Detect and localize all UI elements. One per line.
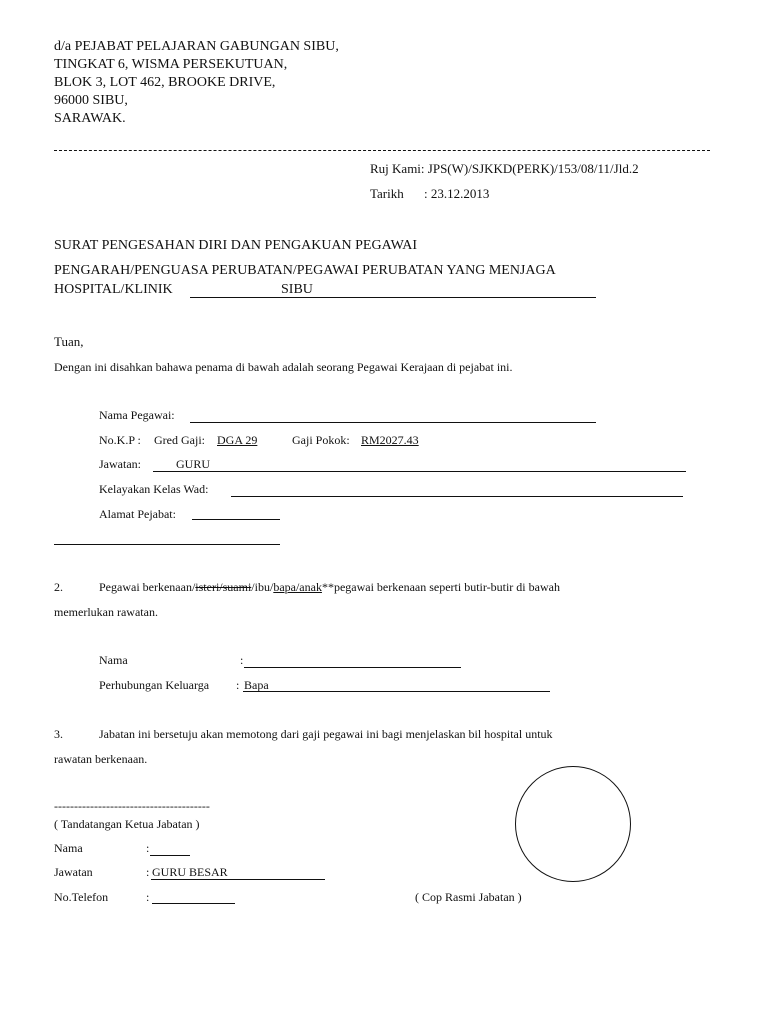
address-line-5: SARAWAK. xyxy=(54,111,126,126)
ward-class-label: Kelayakan Kelas Wad: xyxy=(99,482,209,496)
position-label: Jawatan: xyxy=(99,457,141,471)
official-stamp-circle xyxy=(515,766,631,882)
para2-number: 2. xyxy=(54,580,63,594)
signature-position-line xyxy=(151,879,325,880)
intro-text: Dengan ini disahkan bahawa penama di bawah adalah seorang Pegawai Kerajaan di pejabat ini. xyxy=(54,360,513,374)
kp-label: No.K.P : xyxy=(99,433,141,447)
signature-phone-label: No.Telefon xyxy=(54,890,109,904)
signature-caption: ( Tandatangan Ketua Jabatan ) xyxy=(54,817,200,831)
grade-label: Gred Gaji: xyxy=(154,433,205,447)
relation-value: Bapa xyxy=(244,678,269,692)
stamp-caption: ( Cop Rasmi Jabatan ) xyxy=(415,890,522,904)
address-line-2: TINGKAT 6, WISMA PERSEKUTUAN, xyxy=(54,57,288,72)
address-line-4: 96000 SIBU, xyxy=(54,93,128,108)
hospital-field-line xyxy=(190,297,596,298)
family-name-label: Nama xyxy=(99,653,128,667)
signature-position-label: Jawatan xyxy=(54,865,93,879)
para2-text xyxy=(99,581,560,593)
date-label: Tarikh xyxy=(370,186,404,201)
ward-class-line xyxy=(231,496,683,497)
document-title: SURAT PENGESAHAN DIRI DAN PENGAKUAN PEGAWAI xyxy=(54,238,418,253)
employee-name-label: Nama Pegawai: xyxy=(99,408,175,422)
reference-label: Ruj Kami: xyxy=(370,161,425,176)
para2-text-c: **pegawai berkenaan seperti butir-butir di bawah xyxy=(321,580,560,594)
family-name-colon: : xyxy=(240,653,244,667)
para2-line-2: memerlukan rawatan. xyxy=(54,605,158,619)
salary-value: RM2027.43 xyxy=(361,433,419,447)
reference-value: JPS(W)/SJKKD(PERK)/153/08/11/Jld.2 xyxy=(427,161,639,176)
position-value: GURU xyxy=(176,457,211,471)
addressee-hospital-label: HOSPITAL/KLINIK xyxy=(54,282,173,297)
office-address-line xyxy=(192,519,280,520)
signature-name-line xyxy=(150,855,190,856)
signature-phone-line xyxy=(152,903,235,904)
salary-label: Gaji Pokok: xyxy=(292,433,350,447)
para2-struck-text: isteri/suami xyxy=(195,580,252,594)
header-divider xyxy=(54,150,710,151)
signature-dashed-line: --------------------------------------- xyxy=(54,799,210,813)
para3-line-2: rawatan berkenaan. xyxy=(54,752,148,766)
office-address-label: Alamat Pejabat: xyxy=(99,507,176,521)
para2-text-b: /ibu/ xyxy=(251,580,274,594)
para3-line-1: Jabatan ini bersetuju akan memotong dari gaji pegawai ini bagi menjelaskan bil hospital untuk xyxy=(99,727,553,741)
signature-position-colon: : xyxy=(146,865,150,879)
relation-colon: : xyxy=(236,678,240,692)
position-line xyxy=(153,471,686,472)
date-value: : 23.12.2013 xyxy=(424,186,490,201)
signature-phone-colon: : xyxy=(146,890,150,904)
office-address-line-2 xyxy=(54,544,280,545)
signature-name-colon: : xyxy=(146,841,150,855)
relation-line xyxy=(243,691,550,692)
address-line-3: BLOK 3, LOT 462, BROOKE DRIVE, xyxy=(54,75,276,90)
employee-name-line xyxy=(190,422,596,423)
salutation: Tuan, xyxy=(54,334,84,349)
addressee-hospital-value: SIBU xyxy=(281,282,313,297)
addressee-line-1: PENGARAH/PENGUASA PERUBATAN/PEGAWAI PERUBATAN YANG MENJAGA xyxy=(54,263,556,278)
para2-text-a: Pegawai berkenaan/ xyxy=(99,580,196,594)
para3-number: 3. xyxy=(54,727,63,741)
family-name-line xyxy=(244,667,461,668)
reference-line xyxy=(370,162,639,175)
para2-underlined-text: bapa/anak xyxy=(273,580,322,594)
relation-label: Perhubungan Keluarga xyxy=(99,678,210,692)
signature-position-value: GURU BESAR xyxy=(152,865,228,879)
grade-value: DGA 29 xyxy=(217,433,258,447)
address-line-1: d/a PEJABAT PELAJARAN GABUNGAN SIBU, xyxy=(54,39,339,54)
signature-name-label: Nama xyxy=(54,841,83,855)
